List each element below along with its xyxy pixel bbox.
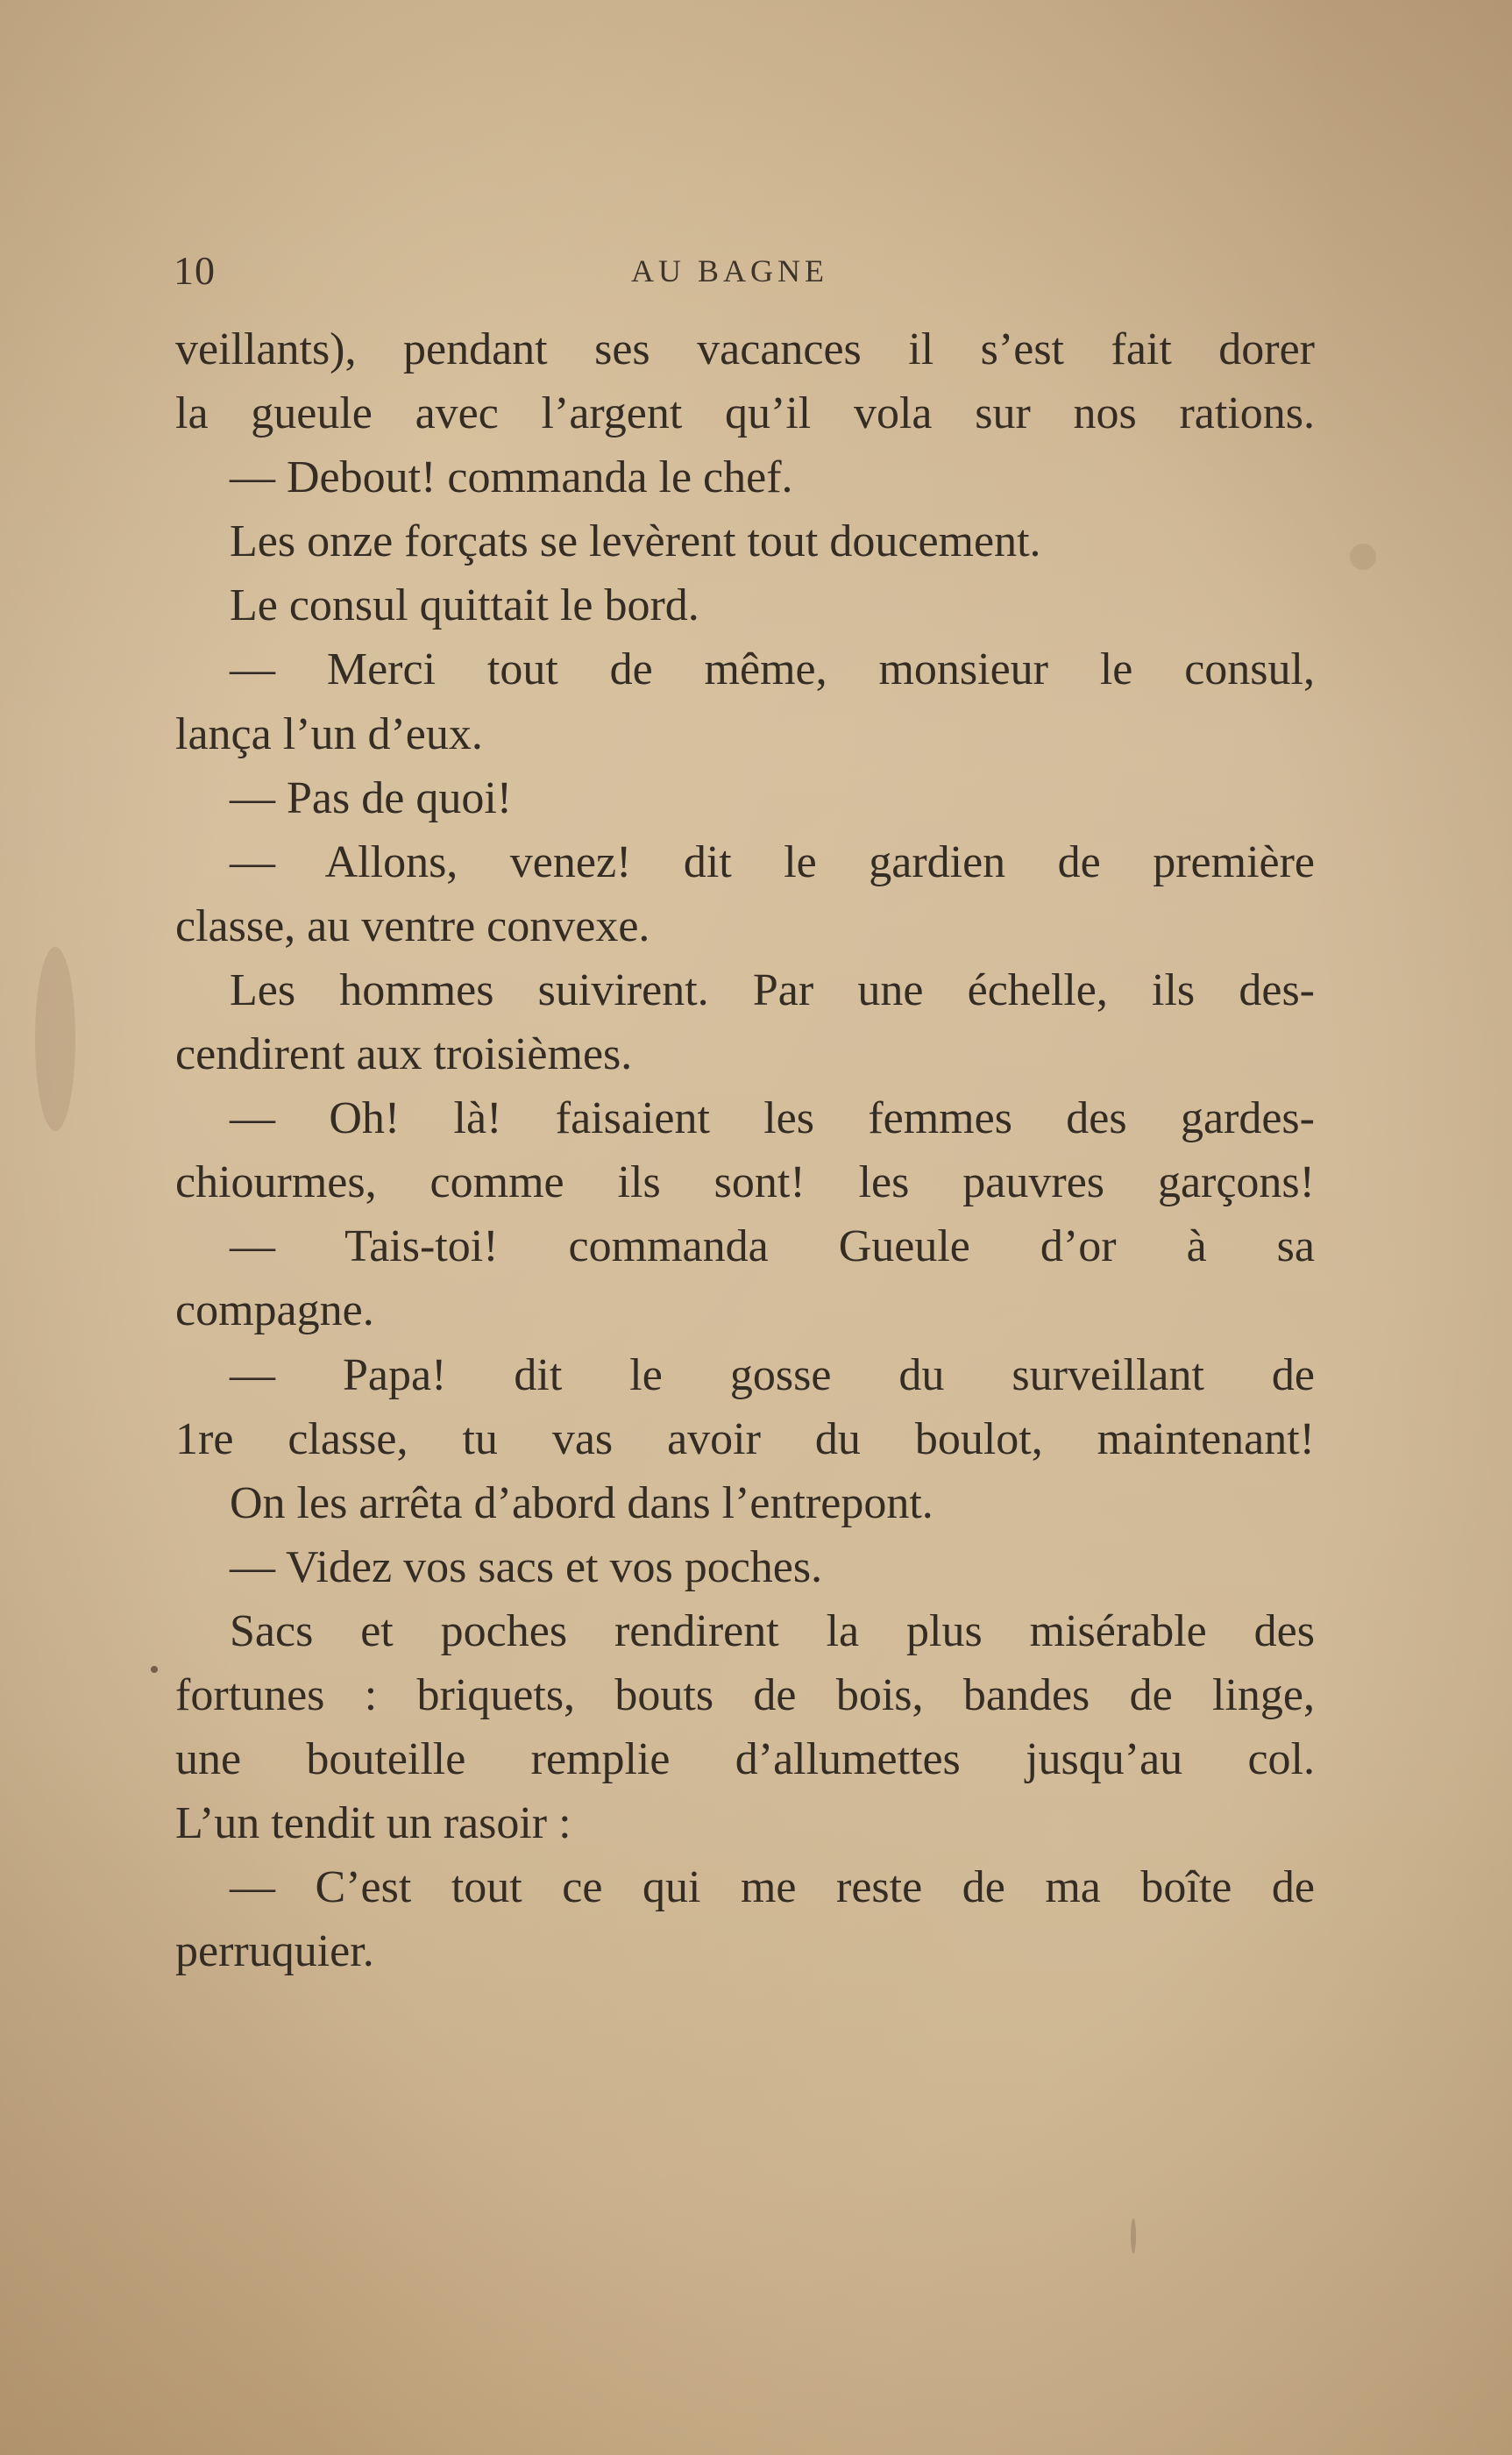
text-line: Sacs et poches rendirent la plus misérable des — [230, 1605, 1315, 1656]
text-line: — Debout! commanda le chef. — [230, 452, 793, 503]
foxing-spot — [1131, 2218, 1136, 2253]
text-line: — Papa! dit le gosse du surveillant de — [230, 1349, 1315, 1400]
text-line: L’un tendit un rasoir : — [175, 1798, 571, 1849]
foxing-spot — [1350, 544, 1376, 570]
text-line: — Merci tout de même, monsieur le consul, — [230, 644, 1315, 695]
text-line: 1re classe, tu vas avoir du boulot, maintenant! — [175, 1413, 1315, 1464]
text-line: classe, au ventre convexe. — [175, 900, 650, 951]
body-text — [175, 317, 1315, 1983]
text-line: — Allons, venez! dit le gardien de première — [230, 836, 1315, 887]
page-number: 10 — [174, 248, 216, 293]
text-line: — Tais-toi! commanda Gueule d’or à sa — [230, 1221, 1315, 1272]
text-line: cendirent aux troisièmes. — [175, 1029, 633, 1080]
running-title: AU BAGNE — [631, 253, 828, 288]
text-line: chiourmes, comme ils sont! les pauvres garçons! — [175, 1157, 1315, 1208]
text-line: compagne. — [175, 1285, 374, 1336]
text-line: Les onze forçats se levèrent tout doucement. — [230, 516, 1041, 567]
foxing-spot — [151, 1666, 158, 1673]
text-line: Les hommes suivirent. Par une échelle, ils des- — [230, 964, 1315, 1015]
text-line: On les arrêta d’abord dans l’entrepont. — [230, 1477, 933, 1528]
text-line: lança l’un d’eux. — [175, 708, 483, 759]
text-line: la gueule avec l’argent qu’il vola sur nos rations. — [175, 388, 1315, 439]
text-line: — Oh! là! faisaient les femmes des gardes- — [230, 1093, 1315, 1144]
text-line: — C’est tout ce qui me reste de ma boîte de — [230, 1862, 1315, 1913]
text-line: perruquier. — [175, 1926, 374, 1977]
text-line: Le consul quittait le bord. — [230, 580, 699, 631]
foxing-spot — [35, 947, 75, 1131]
text-line: une bouteille remplie d’allumettes jusqu’au col. — [175, 1734, 1315, 1785]
text-line: veillants), pendant ses vacances il s’est fait dorer — [175, 324, 1315, 374]
text-line: — Videz vos sacs et vos poches. — [230, 1541, 823, 1592]
text-line: fortunes : briquets, bouts de bois, bandes de linge, — [175, 1669, 1315, 1720]
running-head — [174, 247, 1313, 300]
text-line: — Pas de quoi! — [230, 772, 513, 823]
